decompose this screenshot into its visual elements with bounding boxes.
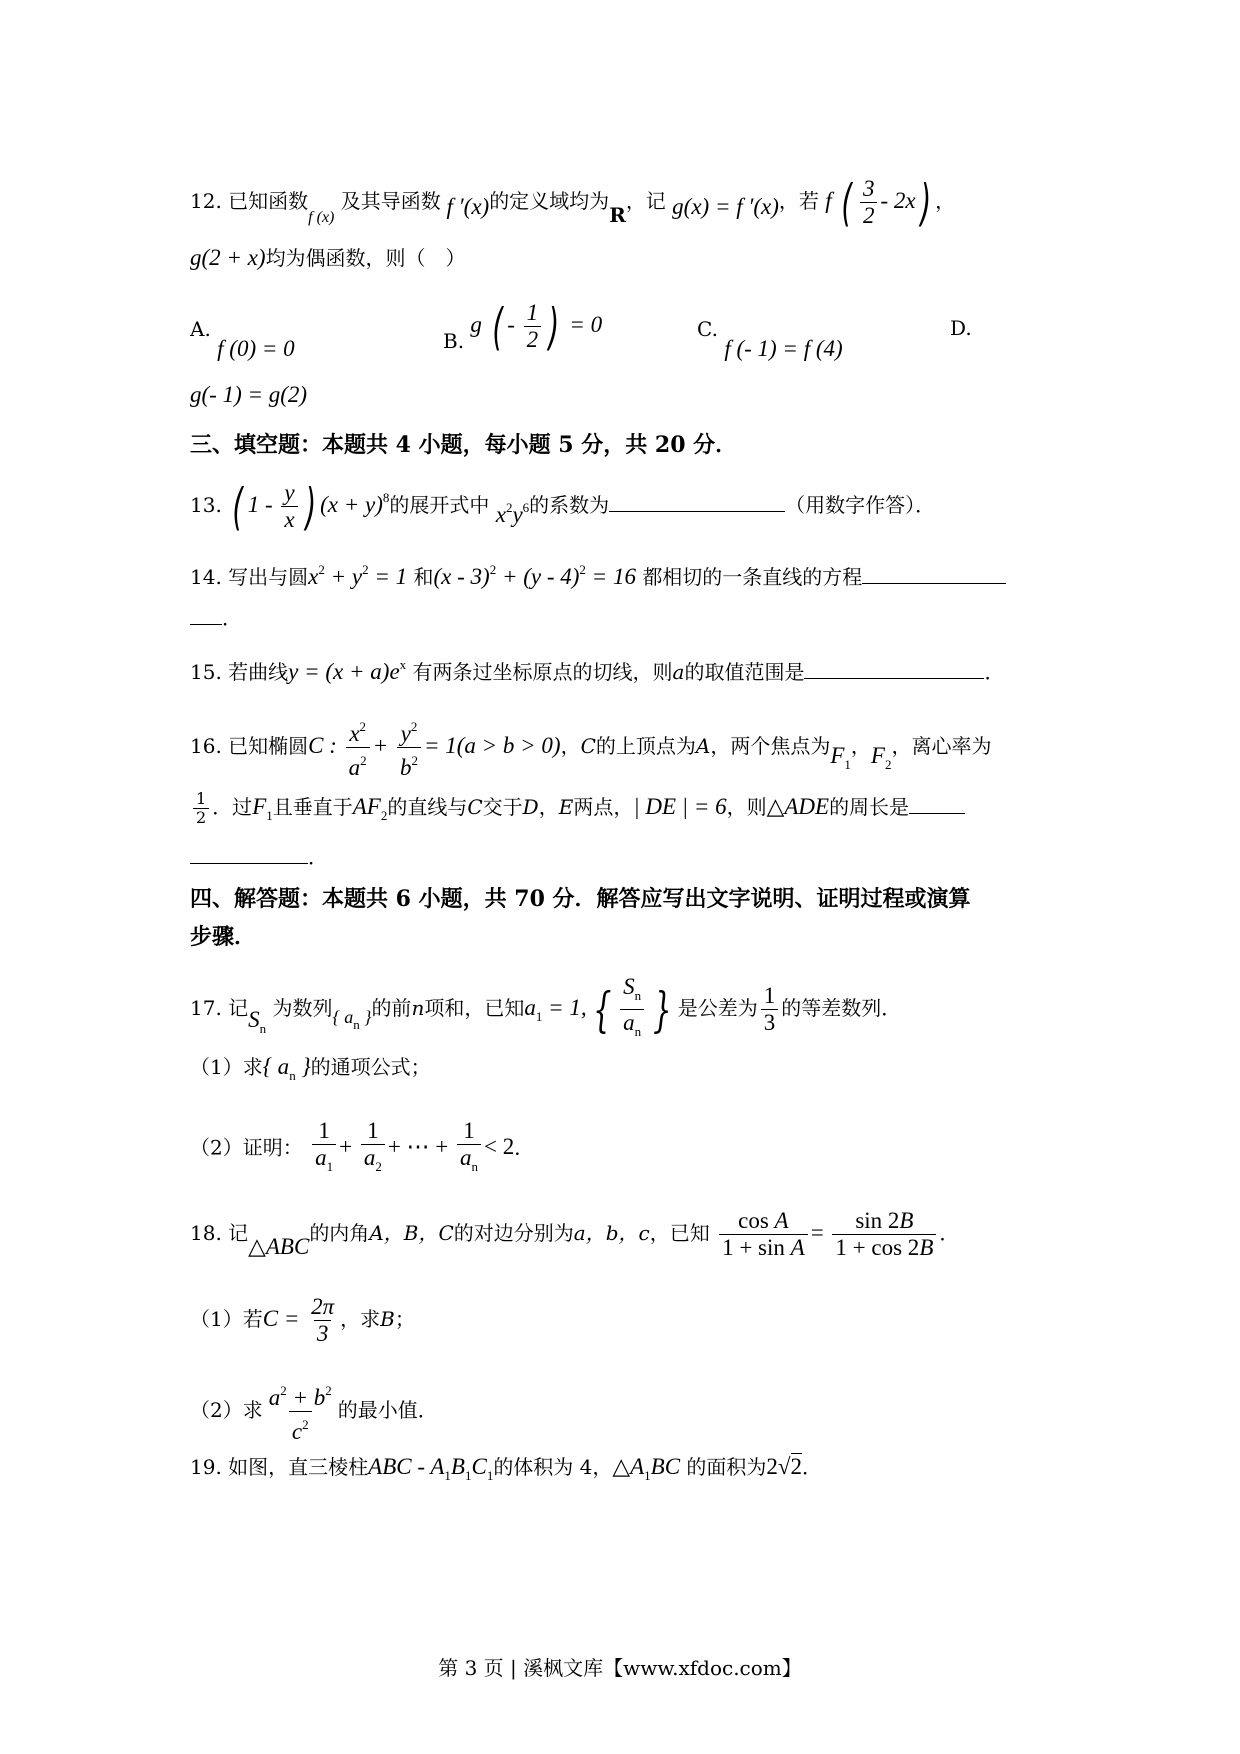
q17-text: 是公差为 (677, 995, 758, 1020)
q17-line (190, 974, 901, 1045)
q15-number: 15. 若曲线 (190, 660, 289, 684)
q19-text: 的面积为 (686, 1455, 767, 1479)
q14-text: ． (222, 606, 242, 630)
formula-gx: g(x) = f ′(x) (672, 193, 779, 219)
q15-text: ． (984, 660, 1005, 684)
q16-text: 的上顶点为 (595, 733, 696, 758)
q12-line1 (190, 173, 956, 233)
q12-text: 及其导函数 (340, 188, 441, 213)
formula-g-neg-half: g ( - $\frac{1}{2}$ ) = 0 (470, 297, 603, 356)
formula-ellipse: C : $\frac{x^2}{a^2}$ + $\frac{y^2}{b^2}$ = 1(a > b > 0) (308, 719, 561, 780)
formula-half: $\frac{1}{2}$ (193, 790, 209, 827)
q18-text: 的内角 (309, 1220, 370, 1245)
q12-option-d-formula (190, 380, 307, 410)
option-label: D. (950, 316, 972, 340)
q18-number: 18. 记 (190, 1220, 249, 1245)
answer-blank[interactable] (804, 658, 984, 679)
q12-text: ， (935, 188, 956, 213)
formula-DE: | DE | = 6 (633, 794, 727, 819)
formula-Sn-over-an: { $\frac{S_n}{a_n}$ } (587, 995, 678, 1020)
q13-line (190, 477, 936, 536)
q16-line3 (190, 842, 328, 872)
page-footer: 第 3 页 | 溪枫文库【www.xfdoc.com】 (438, 1656, 802, 1680)
q17-text: 的通项公式； (310, 1055, 431, 1079)
var-E: E (558, 795, 574, 819)
q18-text: 的对边分别为 (453, 1220, 574, 1245)
option-label: A. (190, 317, 211, 341)
var-abc: a，b，c (573, 1220, 650, 1245)
q12-option-b (443, 297, 603, 356)
q16-line2 (190, 790, 965, 831)
q13-number: 13. (190, 492, 222, 517)
q17-number: 17. 记 (190, 995, 249, 1020)
formula-AF2: $AF_2$ (352, 794, 388, 823)
formula-fprime: f ′(x) (440, 193, 490, 219)
q12-number: 12. 已知函数 (190, 188, 309, 213)
var-C: C (467, 795, 483, 819)
var-A: A (695, 733, 711, 758)
formula-triangle-ABC: △ABC (248, 1233, 310, 1259)
answer-blank[interactable] (909, 793, 965, 814)
q18-text: ； (394, 1306, 415, 1331)
answer-blank[interactable] (609, 491, 785, 512)
var-D: D (522, 795, 539, 819)
q14-line2 (190, 603, 242, 633)
q12-option-a (190, 316, 295, 361)
q17-text: ． (514, 1135, 535, 1160)
q19-number: 19. 如图，直三棱柱 (190, 1455, 369, 1479)
var-ABC: A，B，C (369, 1220, 454, 1245)
answer-blank[interactable] (190, 604, 222, 625)
answer-blank[interactable] (190, 843, 308, 864)
q12-line2 (190, 243, 466, 273)
formula-fx: f (x) (308, 208, 335, 226)
formula-g-2x: g(2 + x) (190, 245, 266, 270)
q14-text: 和 (413, 565, 434, 589)
section-3-heading: 三、填空题：本题共 4 小题，每小题 5 分，共 20 分． (190, 432, 738, 458)
q14-number: 14. 写出与圆 (190, 565, 309, 589)
formula-condition: $\frac{\text{cos A}}{\text{1 + sin A}}$ = $\frac{\sin 2B}{1 + \cos 2B}$ (716, 1220, 939, 1245)
q17-part2-label: （2）证明： (190, 1135, 303, 1160)
q16-line1 (190, 714, 991, 781)
q16-text: ， (538, 795, 559, 819)
formula-reciprocal-sum: $\frac{1}{a_1}$ + $\frac{1}{a_2}$ + ⋯ + $\frac{1}{a_n}$ < 2 (309, 1134, 514, 1159)
section-4-heading-line1: 四、解答题：本题共 6 小题，共 70 分．解答应写出文字说明、证明过程或演算 (190, 886, 971, 912)
q12-text: 的定义域均为 (489, 188, 610, 213)
formula-binomial: ( 1 - $\frac{y}{x}$ ) $(x + y)^8$ (232, 477, 390, 536)
formula-circle1: $x^2 + y^2 = 1$ (308, 562, 408, 589)
q16-text: 交于 (482, 795, 523, 819)
q16-text: 且垂直于 (272, 795, 353, 819)
formula-triangle-A1BC: $\triangle A_1BC$ (612, 1454, 681, 1483)
formula-ratio: $\frac{a^2 + b^2}{c^2}$ (268, 1383, 332, 1444)
q12-text: ，记 (625, 188, 666, 213)
q12-text: ，若 (778, 188, 819, 213)
q18-text: 的最小值． (337, 1397, 438, 1422)
var-B: B (380, 1306, 395, 1331)
q14-line1 (190, 555, 1006, 592)
formula-an-set: { $a_n$ } (262, 1054, 311, 1083)
q19-text: ． (802, 1455, 823, 1479)
q16-text: 的直线与 (387, 795, 468, 819)
formula-f0: f (0) = 0 (217, 336, 295, 361)
formula-a1: $a_1 = 1$, (524, 994, 587, 1024)
q18-part1-label: （1）若 (190, 1306, 263, 1331)
q13-text: 的系数为 (529, 492, 610, 517)
formula-triangle-ADE: △ADE (766, 794, 830, 819)
q17-text: 的等差数列． (781, 995, 902, 1020)
q18-text: ，求 (340, 1306, 381, 1331)
formula-g-neg1: g(- 1) = g(2) (190, 382, 308, 407)
q12-option-c (697, 316, 843, 361)
q13-text: （用数字作答）． (785, 492, 936, 517)
formula-x2y6: $x^2y^6$ (495, 499, 530, 527)
option-label: C. (697, 317, 718, 341)
formula-prism: ABC - $A_1B_1C_1$ (368, 1454, 494, 1483)
q17-part2 (190, 1118, 534, 1180)
formula-f-neg1: f (- 1) = f (4) (724, 336, 843, 361)
formula-an-set: { $a_n$ } (332, 1006, 372, 1032)
q12-option-d (950, 316, 972, 340)
var-C: C (580, 733, 596, 758)
q18-part2 (190, 1378, 438, 1445)
formula-Sn: $S_n$ (248, 1006, 267, 1036)
q16-text: ， (560, 733, 581, 758)
formula-C-value: C = $\frac{2\pi}{3}$ (262, 1294, 335, 1346)
q16-text: 两点， (573, 795, 634, 819)
q13-text: 的展开式中 (389, 492, 490, 517)
formula-third: $\frac{1}{3}$ (761, 983, 779, 1036)
q15-line (190, 650, 1004, 687)
q18-text: ，已知 (649, 1220, 710, 1245)
var-n: n (411, 995, 425, 1020)
formula-curve: $y = (x + a)e^x$ (288, 657, 407, 684)
q18-line (190, 1208, 959, 1261)
q19-line (190, 1452, 822, 1491)
q15-text: 的取值范围是 (684, 660, 805, 684)
q16-text: 的周长是 (829, 795, 910, 819)
q18-text: ． (939, 1220, 960, 1245)
q16-text: ．过 (212, 795, 253, 819)
q16-text: ，两个焦点为 (710, 733, 831, 758)
q19-text: 的体积为 4， (493, 1455, 613, 1479)
q16-text: ， (850, 733, 871, 758)
answer-blank[interactable] (862, 563, 1006, 584)
q16-text: ． (308, 845, 328, 869)
var-a: a (672, 660, 685, 684)
formula-circle2: (x - 3)$^2$ + (y - 4)$^2$ = 16 (433, 562, 636, 589)
formula-f-arg: f ( $\frac{3}{2}$ - 2x) (825, 173, 931, 232)
q12-text: 均为偶函数，则（ ） (265, 246, 466, 270)
q17-text: 为数列 (272, 995, 333, 1020)
q15-text: 有两条过坐标原点的切线，则 (412, 660, 673, 684)
formula-area: 2√2 (766, 1454, 803, 1479)
set-R: R (609, 202, 626, 227)
q18-part2-label: （2）求 (190, 1397, 263, 1422)
formula-F2: $F_2$ (870, 742, 892, 772)
formula-F1: $F_1$ (252, 794, 273, 823)
q18-part1 (190, 1294, 415, 1347)
q16-number: 16. 已知椭圆 (190, 733, 309, 758)
q17-part1-label: （1）求 (190, 1055, 263, 1079)
q17-part1 (190, 1052, 431, 1091)
q17-text: 项和，已知 (424, 995, 525, 1020)
section-4-heading-line2: 步骤． (190, 924, 257, 950)
q14-text: 都相切的一条直线的方程 (642, 565, 863, 589)
q16-text: ，则 (726, 795, 767, 819)
formula-F1: $F_1$ (830, 742, 851, 772)
option-label: B. (443, 328, 465, 353)
q17-text: 的前 (371, 995, 412, 1020)
q16-text: ，离心率为 (891, 733, 992, 758)
